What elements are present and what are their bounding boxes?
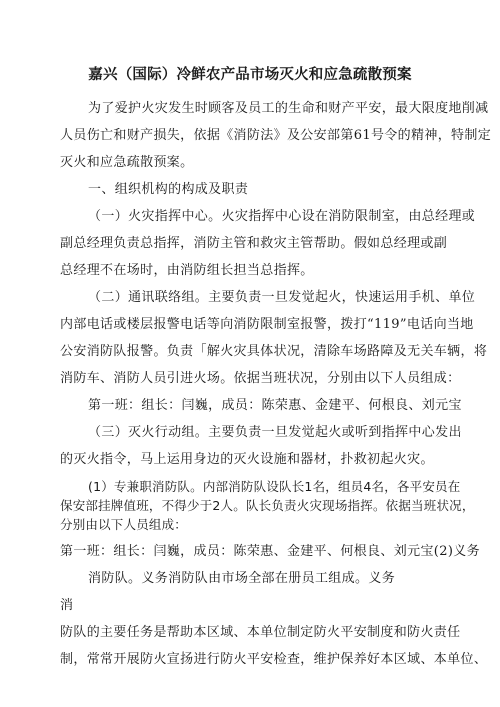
document-title: 嘉兴（国际）冷鲜农产品市场灭火和应急疏散预案 xyxy=(88,67,412,83)
paragraph-line: 人员伤亡和财产损失，依据《消防法》及公安部第61号令的精神，特制定 xyxy=(60,128,492,143)
paragraph-line: 为了爱护火灾发生时顾客及员工的生命和财产平安，最大限度地削减 xyxy=(88,101,489,116)
paragraph-line: （一）火灾指挥中心。火灾指挥中心设在消防限制室，由总经理或 xyxy=(88,209,476,224)
paragraph-line: 公安消防队报警。负责「解火灾具体状况，清除车场路障及无关车辆，将 xyxy=(60,344,488,359)
paragraph-line: 内部电话或楼层报警电话等向消防限制室报警，拨打“119”电话向当地 xyxy=(60,317,474,332)
paragraph-line: 第一班：组长：闫巍，成员：陈荣惠、金建平、何根良、刘元宝(2)义务 xyxy=(60,544,480,559)
paragraph-line: 防队的主要任务是帮助本区域、本单位制定防火平安制度和防火责任 xyxy=(60,625,461,640)
section-heading: 一、组织机构的构成及职责 xyxy=(88,182,249,197)
paragraph-line: 制，常常开展防火宣扬进行防火平安检查，维护保养好本区域、本单位、 xyxy=(60,652,488,667)
paragraph-line: 分别由以下人员组成： xyxy=(60,517,188,532)
paragraph-line: 灭火和应急疏散预案。 xyxy=(60,155,194,170)
paragraph-line: 保安部挂牌值班，不得少于2人。队长负责火灾现场指挥。依据当班状况， xyxy=(60,498,475,513)
paragraph-line: 消 xyxy=(60,598,74,613)
paragraph-line: 第一班：组长：闫巍，成员：陈荣惠、金建平、何根良、刘元宝 xyxy=(88,398,462,413)
paragraph-line: (1）专兼职消防队。内部消防队设队长1名，组员4名，各平安员在 xyxy=(88,479,461,494)
paragraph-line: （二）通讯联络组。主要负责一旦发觉起火，快速运用手机、单位 xyxy=(88,290,476,305)
paragraph-line: 消防队。义务消防队由市场全部在册员工组成。义务 xyxy=(88,571,396,586)
paragraph-line: 消防车、消防人员引进火场。依据当班状况，分别由以下人员组成： xyxy=(60,371,461,386)
paragraph-line: 的灭火指令，马上运用身边的灭火设施和器材，扑救初起火灾。 xyxy=(60,452,434,467)
paragraph-line: （三）灭火行动组。主要负责一旦发觉起火或听到指挥中心发出 xyxy=(88,425,462,440)
paragraph-line: 副总经理负责总指挥，消防主管和救灾主管帮助。假如总经理或副 xyxy=(60,236,448,251)
paragraph-line: 总经理不在场时，由消防组长担当总指挥。 xyxy=(60,263,314,278)
